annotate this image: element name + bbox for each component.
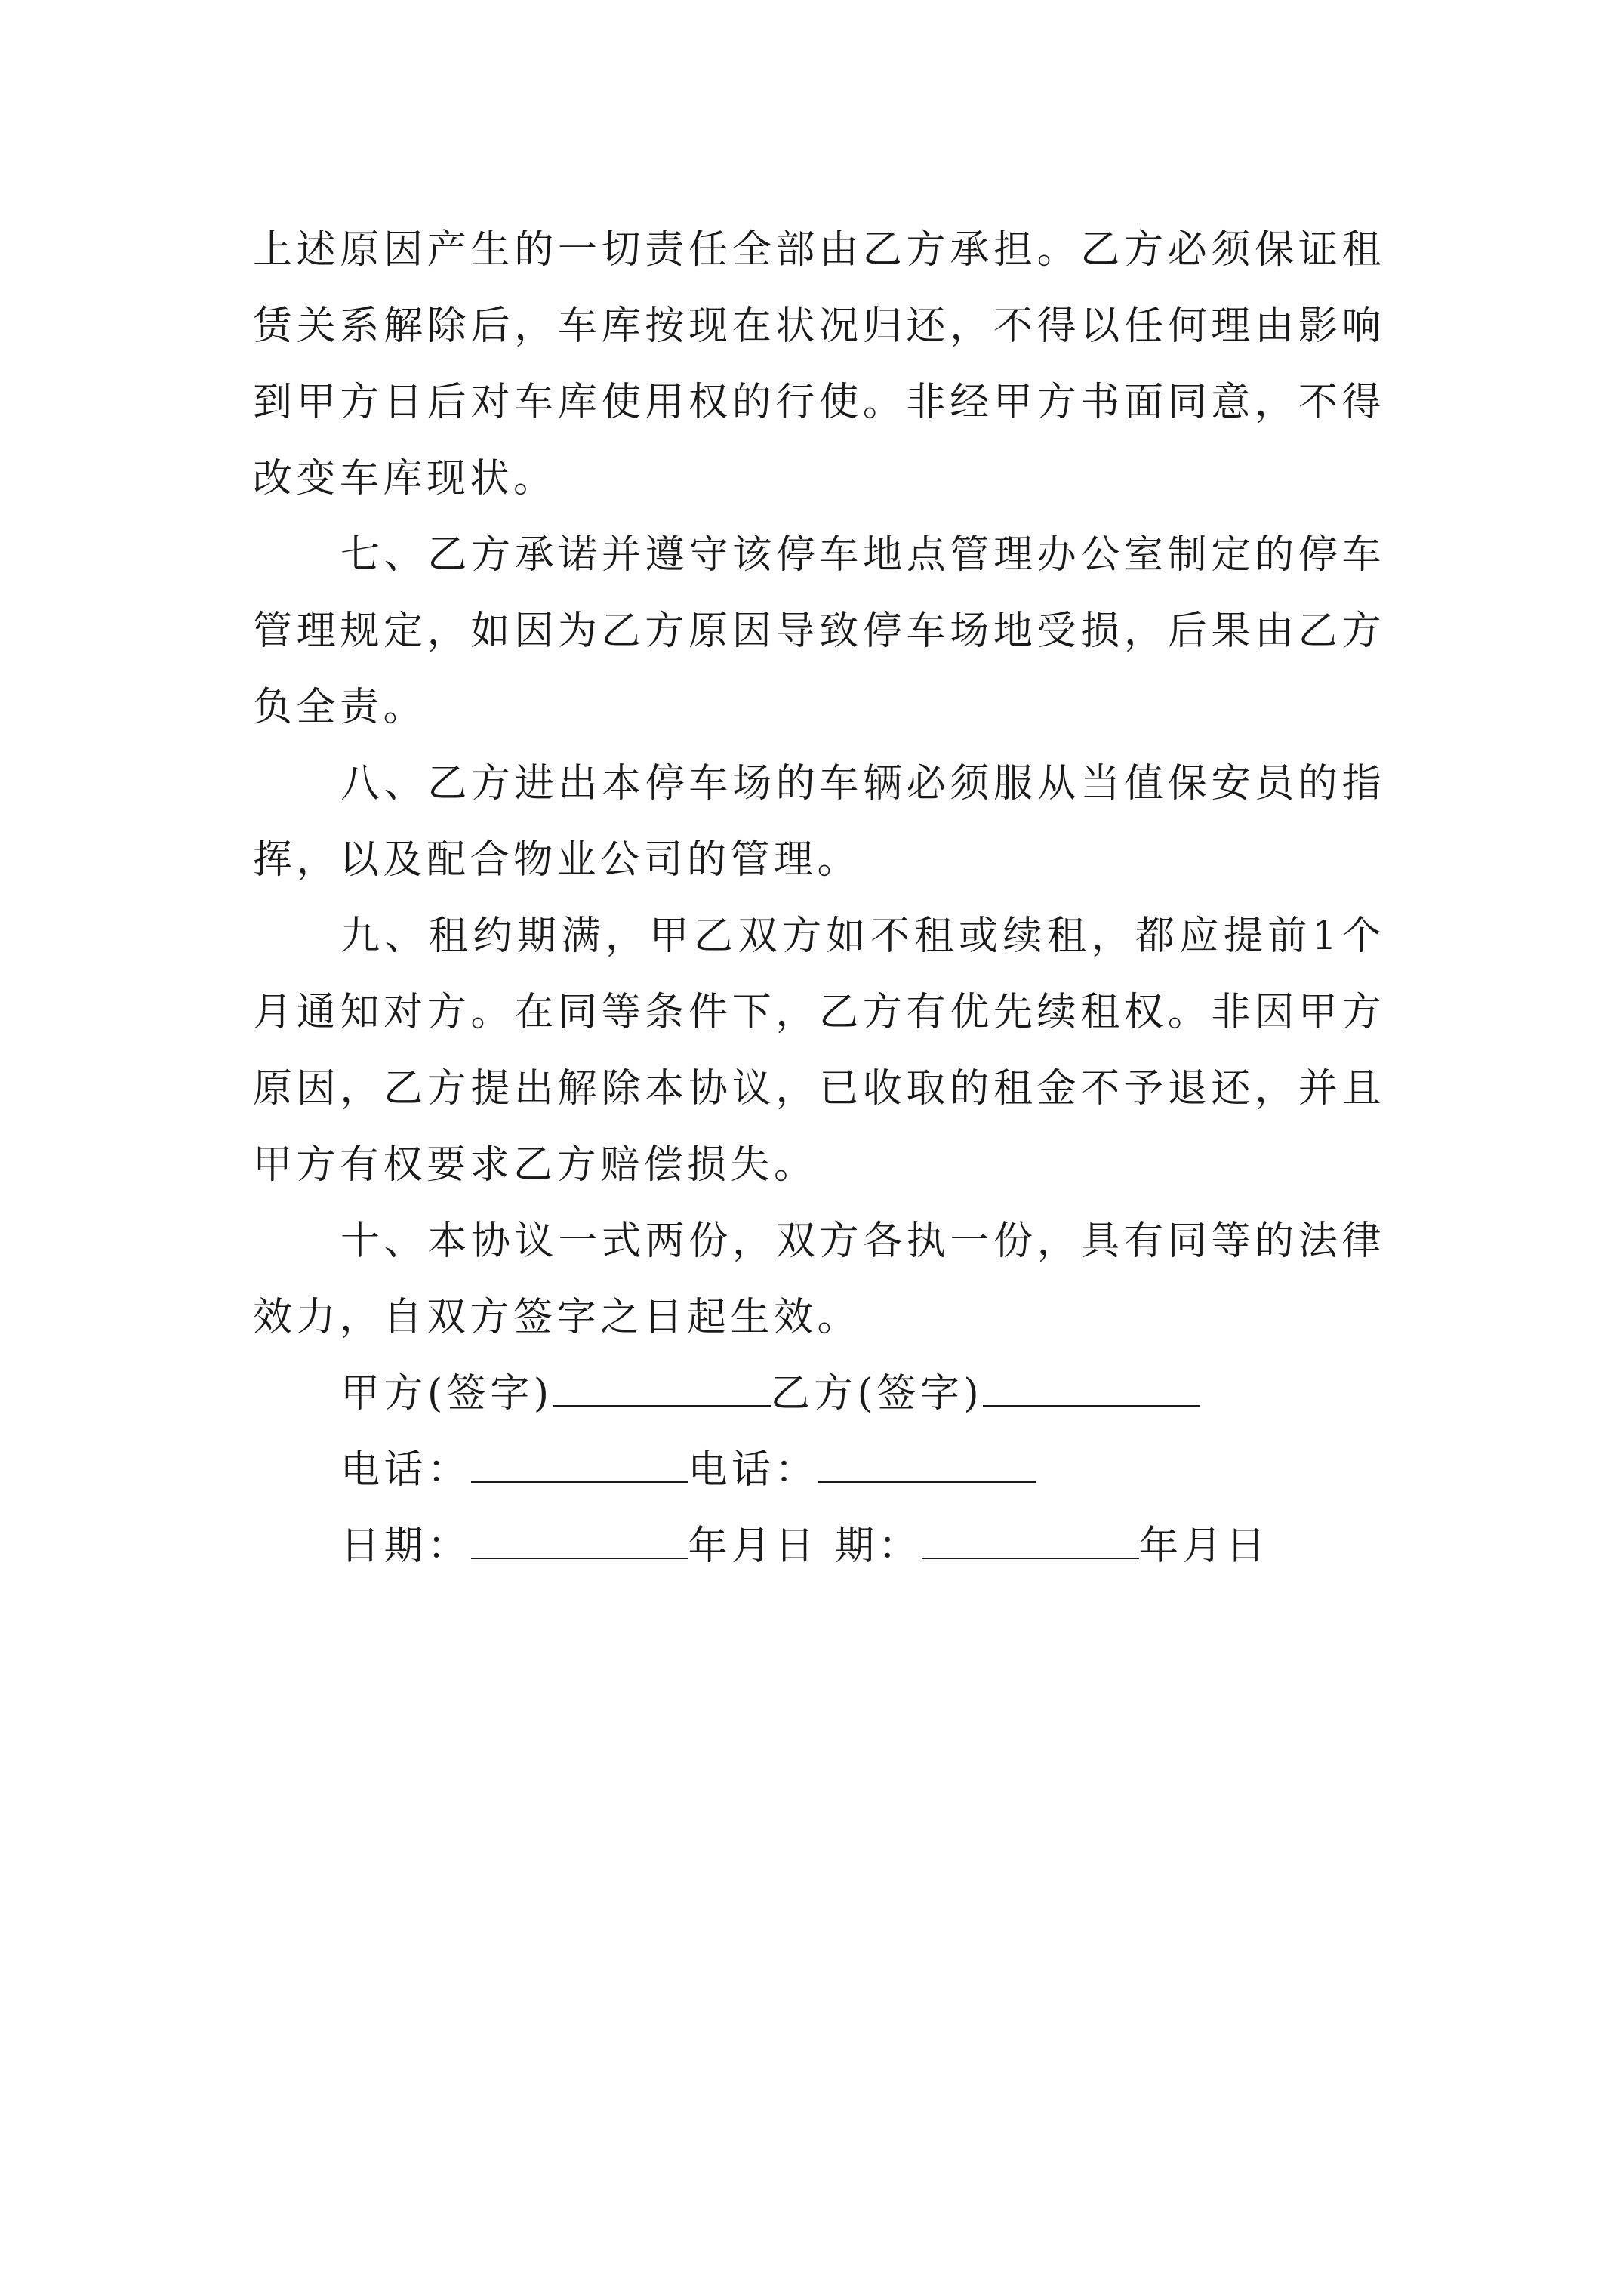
- paragraph-clause-8: 八、乙方进出本停车场的车辆必须服从当值保安员的指挥，以及配合物业公司的管理。: [253, 761, 1385, 883]
- phone-row: [253, 1432, 1385, 1509]
- party-b-signature-blank: [983, 1404, 1200, 1407]
- paragraph-clause-7: 七、乙方承诺并遵守该停车地点管理办公室制定的停车管理规定，如因为乙方原因导致停车场地受损，后果由乙方负全责。: [253, 532, 1385, 730]
- party-a-date-suffix: 年月日: [688, 1524, 819, 1569]
- paragraph-clause-10: 十、本协议一式两份，双方各执一份，具有同等的法律效力，自双方签字之日起生效。: [253, 1219, 1385, 1340]
- party-b-phone-blank: [818, 1480, 1036, 1483]
- party-a-phone-blank: [471, 1480, 688, 1483]
- party-a-signature-blank: [553, 1404, 771, 1407]
- party-a-signature-label: 甲方(签字): [340, 1371, 553, 1416]
- paragraph-continuation: 上述原因产生的一切责任全部由乙方承担。乙方必须保证租赁关系解除后，车库按现在状况归还，不得以任何理由影响到甲方日后对车库使用权的行使。非经甲方书面同意，不得改变车库现状。: [253, 227, 1385, 501]
- paragraph-clause-9: 九、租约期满，甲乙双方如不租或续租，都应提前1个月通知对方。在同等条件下，乙方有优先续租权。非因甲方原因，乙方提出解除本协议，已收取的租金不予退还，并且甲方有权要求乙方赔偿损失。: [253, 914, 1385, 1188]
- party-b-date-suffix: 年月日: [1139, 1524, 1270, 1569]
- party-b-signature-label: 乙方(签字): [770, 1371, 984, 1416]
- party-b-date-label: 期：: [835, 1524, 922, 1569]
- signature-row: [253, 1356, 1385, 1432]
- party-b-date-blank: [922, 1556, 1139, 1559]
- party-a-phone-label: 电话：: [340, 1447, 471, 1493]
- document-body: [253, 212, 1385, 1585]
- date-row: [253, 1509, 1385, 1585]
- party-b-phone-label: 电话：: [688, 1447, 819, 1493]
- party-a-date-blank: [471, 1556, 688, 1559]
- party-a-date-label: 日期：: [340, 1524, 471, 1569]
